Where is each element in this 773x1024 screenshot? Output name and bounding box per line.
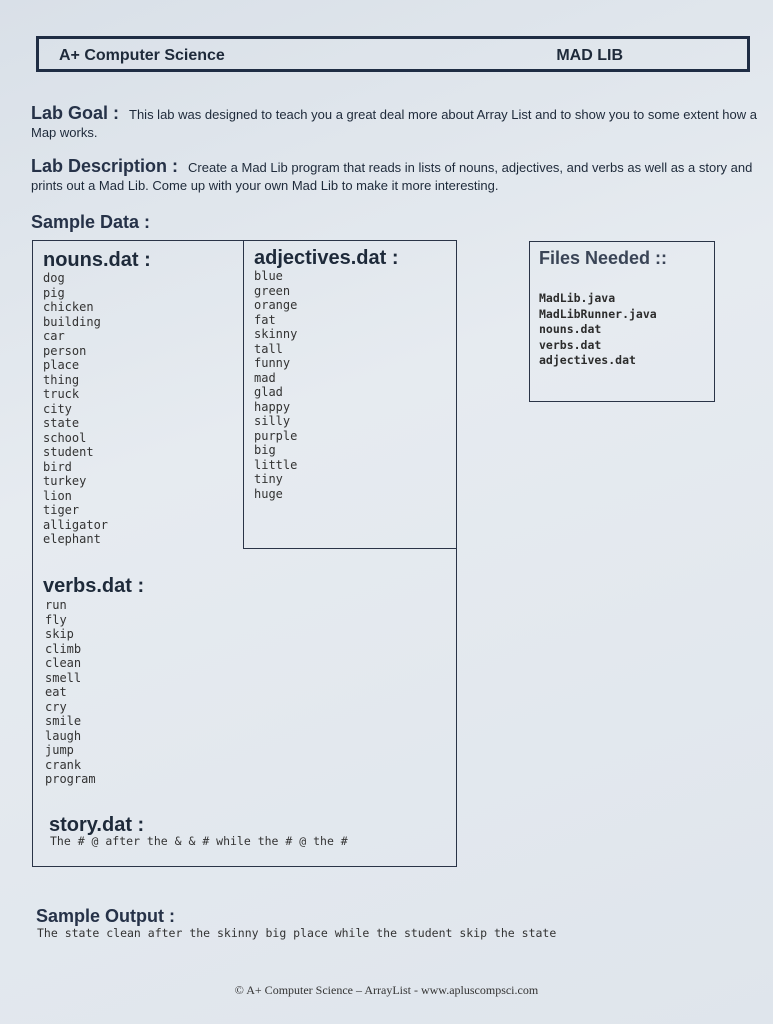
verb-item: cry bbox=[45, 699, 67, 714]
noun-item: alligator bbox=[43, 517, 109, 532]
noun-item: thing bbox=[43, 372, 80, 387]
verb-item: eat bbox=[45, 685, 67, 699]
noun-item: elephant bbox=[43, 532, 101, 546]
verb-item: program bbox=[45, 772, 96, 786]
sample-output-label: Sample Output : bbox=[36, 906, 175, 926]
adjective-item: skinny bbox=[254, 327, 298, 341]
nouns-title: nouns.dat : bbox=[43, 249, 151, 271]
verb-item: crank bbox=[45, 757, 82, 772]
lab-description bbox=[31, 157, 761, 195]
verb-item: skip bbox=[45, 627, 74, 641]
file-item: verbs.dat bbox=[539, 337, 602, 352]
story-title: story.dat : bbox=[49, 814, 145, 836]
lab-goal-label: Lab Goal : bbox=[31, 103, 120, 123]
adjective-item: tall bbox=[254, 341, 283, 356]
header-box bbox=[36, 36, 750, 72]
adjectives-title: adjectives.dat : bbox=[254, 247, 399, 269]
files-needed-list bbox=[539, 291, 657, 369]
noun-item: building bbox=[43, 314, 101, 329]
noun-item: place bbox=[43, 358, 80, 372]
noun-item: tiger bbox=[43, 503, 80, 517]
adjective-item: fat bbox=[254, 312, 276, 327]
noun-item: pig bbox=[43, 285, 65, 300]
noun-item: city bbox=[43, 401, 72, 416]
noun-item: car bbox=[43, 329, 65, 343]
verb-item: jump bbox=[45, 743, 74, 757]
noun-item: truck bbox=[43, 387, 80, 401]
file-item: MadLibRunner.java bbox=[539, 306, 657, 321]
header-lab-name: MAD LIB bbox=[556, 47, 623, 64]
noun-item: turkey bbox=[43, 474, 87, 488]
verb-item: laugh bbox=[45, 728, 82, 743]
verb-item: smell bbox=[45, 670, 82, 685]
adjective-item: big bbox=[254, 443, 276, 457]
file-item: nouns.dat bbox=[539, 322, 602, 336]
verb-item: clean bbox=[45, 656, 82, 670]
noun-item: school bbox=[43, 430, 87, 445]
verb-item: run bbox=[45, 598, 67, 612]
adjective-item: silly bbox=[254, 414, 291, 428]
adjective-item: huge bbox=[254, 486, 283, 501]
nouns-list bbox=[43, 271, 108, 547]
header-title: A+ Computer Science bbox=[59, 47, 225, 64]
adjective-item: orange bbox=[254, 298, 298, 312]
lab-goal bbox=[31, 104, 761, 142]
noun-item: chicken bbox=[43, 300, 94, 314]
noun-item: lion bbox=[43, 488, 72, 503]
sample-output-text: The state clean after the skinny big place while the student skip the state bbox=[37, 926, 557, 940]
adjectives-list bbox=[254, 269, 297, 501]
adjective-item: mad bbox=[254, 370, 276, 385]
verb-item: fly bbox=[45, 612, 67, 627]
verbs-list bbox=[45, 598, 96, 787]
noun-item: person bbox=[43, 343, 87, 358]
adjective-item: purple bbox=[254, 428, 298, 443]
story-text: The # @ after the & & # while the # @ the # bbox=[50, 834, 348, 848]
noun-item: dog bbox=[43, 271, 65, 285]
adjective-item: funny bbox=[254, 356, 291, 370]
noun-item: state bbox=[43, 416, 80, 430]
footer: © A+ Computer Science – ArrayList - www.apluscompsci.com bbox=[234, 983, 539, 997]
files-needed-title: Files Needed :: bbox=[539, 248, 668, 268]
lab-goal-text: This lab was designed to teach you a great deal more about Array List and to show you to some extent how a Map works. bbox=[31, 107, 757, 140]
adjective-item: little bbox=[254, 457, 298, 472]
verbs-title: verbs.dat : bbox=[43, 575, 145, 597]
lab-description-text: Create a Mad Lib program that reads in lists of nouns, adjectives, and verbs as well as a story and prints out a Mad Lib. Come up with your own Mad Lib to make it more interesting. bbox=[31, 160, 753, 193]
file-item: MadLib.java bbox=[539, 291, 616, 305]
adjective-item: glad bbox=[254, 385, 283, 399]
verb-item: smile bbox=[45, 714, 82, 728]
lab-description-label: Lab Description : bbox=[31, 156, 179, 176]
adjective-item: tiny bbox=[254, 472, 283, 486]
adjective-item: blue bbox=[254, 269, 283, 283]
adjective-item: green bbox=[254, 283, 291, 298]
file-item: adjectives.dat bbox=[539, 353, 636, 367]
sample-data-label: Sample Data : bbox=[31, 212, 151, 232]
noun-item: bird bbox=[43, 459, 72, 474]
adjective-item: happy bbox=[254, 399, 291, 414]
verb-item: climb bbox=[45, 641, 82, 656]
noun-item: student bbox=[43, 445, 94, 459]
